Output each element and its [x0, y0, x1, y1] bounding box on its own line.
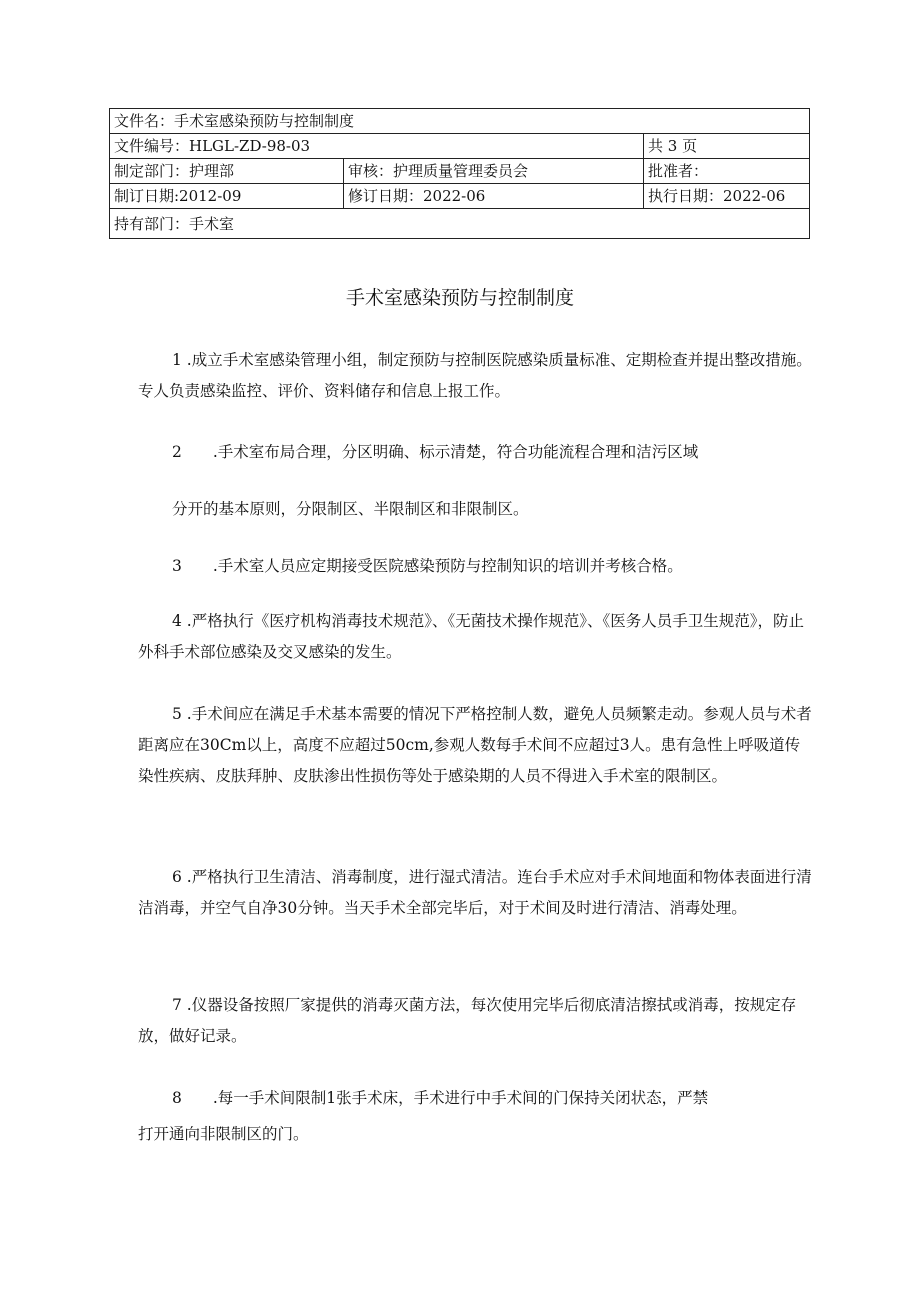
header-row-holder: [110, 209, 810, 239]
document-title: 手术室感染预防与控制制度: [345, 287, 574, 309]
header-row-dates: [110, 184, 810, 209]
paragraph-1: 1 .成立手术室感染管理小组，制定预防与控制医院感染质量标准、定期检查并提出整改措施。专人负责感染监控、评价、资料储存和信息上报工作。: [138, 351, 812, 400]
paragraph-5: 5 .手术间应在满足手术基本需要的情况下严格控制人数，避免人员频繁走动。参观人员与术者距离应在30Cm以上，高度不应超过50cm,参观人数每手术间不应超过3人。患有急性上呼吸道传染性疾病、皮肤拜肿、皮肤渗出性损伤等处于感染期的人员不得进入手术室的限制区。: [138, 705, 812, 785]
page-count-cell: 共 3 页: [644, 134, 810, 159]
document-header-table: [109, 108, 810, 239]
file-name-cell: 文件名：手术室感染预防与控制制度: [110, 109, 810, 134]
revised-date-cell: 修订日期：2022-06: [344, 184, 644, 209]
paragraph-2-line-2: 分开的基本原则，分限制区、半限制区和非限制区。: [172, 500, 529, 518]
paragraph-4: 4 .严格执行《医疗机构消毒技术规范》、《无菌技术操作规范》、《医务人员手卫生规范》，防止外科手术部位感染及交叉感染的发生。: [138, 612, 804, 661]
paragraph-2-line-1: 2 .手术室布局合理，分区明确、标示清楚，符合功能流程合理和洁污区域: [172, 443, 699, 461]
review-cell: 审核：护理质量管理委员会: [344, 159, 644, 184]
exec-date-cell: 执行日期：2022-06: [644, 184, 810, 209]
paragraph-8-line-1: 8 .每一手术间限制1张手术床，手术进行中手术间的门保持关闭状态，严禁: [172, 1089, 709, 1107]
dept-cell: 制定部门：护理部: [110, 159, 344, 184]
made-date-cell: 制订日期:2012-09: [110, 184, 344, 209]
paragraph-8-line-2: 打开通向非限制区的门。: [138, 1125, 309, 1143]
file-number-cell: 文件编号：HLGL-ZD-98-03: [110, 134, 644, 159]
approver-cell: 批准者：: [644, 159, 810, 184]
paragraph-7: 7 .仪器设备按照厂家提供的消毒灭菌方法，每次使用完毕后彻底清洁擦拭或消毒，按规定存放，做好记录。: [138, 996, 797, 1045]
header-row-dept: [110, 159, 810, 184]
header-row-file-name: [110, 109, 810, 134]
holder-cell: 持有部门：手术室: [110, 209, 810, 239]
header-row-file-no: [110, 134, 810, 159]
paragraph-6: 6 .严格执行卫生清洁、消毒制度，进行湿式清洁。连台手术应对手术间地面和物体表面进行清洁消毒，并空气自净30分钟。当天手术全部完毕后，对于术间及时进行清洁、消毒处理。: [138, 868, 812, 917]
paragraph-3: 3 .手术室人员应定期接受医院感染预防与控制知识的培训并考核合格。: [172, 557, 683, 575]
